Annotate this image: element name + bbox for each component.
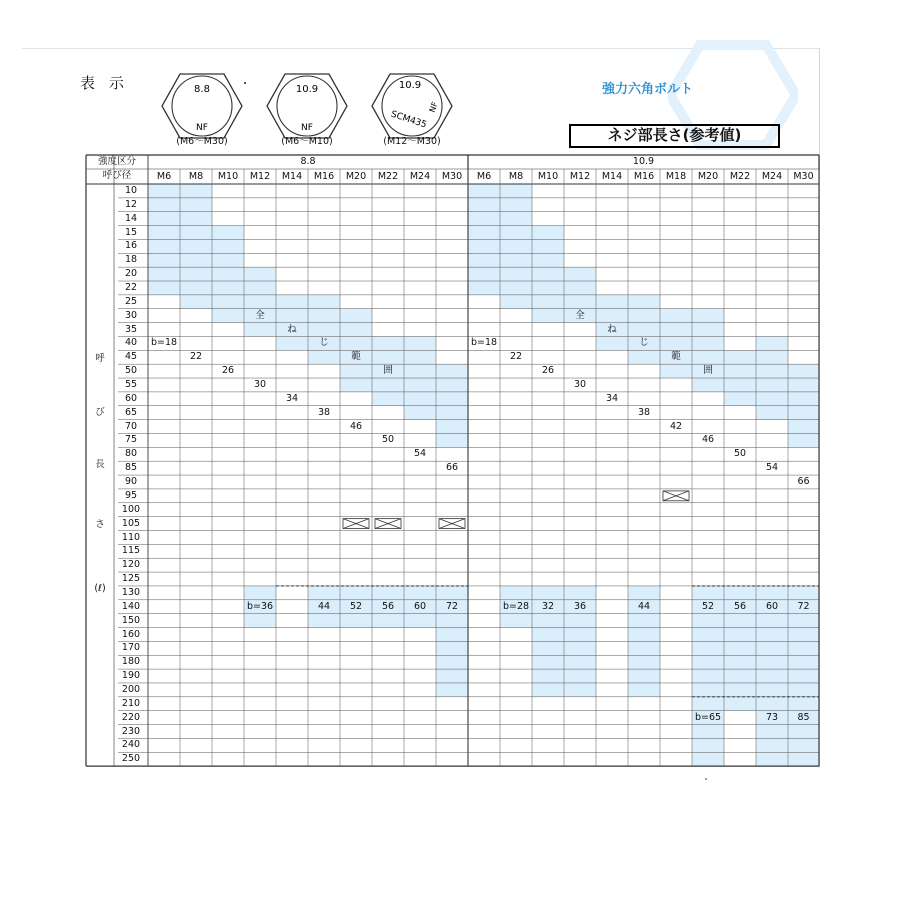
diameter-header: M30 <box>441 170 463 182</box>
length-label: 80 <box>124 448 138 460</box>
length-label: 55 <box>124 379 138 391</box>
length-label: 25 <box>124 295 138 307</box>
length-label: 30 <box>124 309 138 321</box>
diameter-header: M12 <box>249 170 271 182</box>
length-label: 95 <box>124 489 138 501</box>
diameter-header: M18 <box>665 170 687 182</box>
range-fill <box>308 295 340 364</box>
b-value: 22 <box>509 351 523 363</box>
length-label: 70 <box>124 420 138 432</box>
b-value: 34 <box>605 392 619 404</box>
bolt-range-label: (M6〜M30) <box>176 136 228 147</box>
b-value: 50 <box>733 448 747 460</box>
full-thread-label: 範 <box>351 351 361 363</box>
length-label: 115 <box>121 545 141 557</box>
length-label: 45 <box>124 351 138 363</box>
length-label: 160 <box>121 628 141 640</box>
vertical-label-char: び <box>95 407 105 418</box>
range-fill <box>628 295 660 364</box>
diameter-header: M20 <box>697 170 719 182</box>
length-label: 190 <box>121 670 141 682</box>
diameter-header: M30 <box>793 170 814 182</box>
range-fill <box>660 309 692 378</box>
length-label: 60 <box>124 392 138 404</box>
length-label: 170 <box>121 642 141 654</box>
diameter-header: M8 <box>508 170 524 182</box>
b-value-long: 72 <box>797 600 810 612</box>
diameter-header: M6 <box>156 170 172 182</box>
length-label: 12 <box>124 198 138 210</box>
range-fill <box>180 184 212 309</box>
length-label: 20 <box>124 268 138 280</box>
diameter-header: M14 <box>601 170 623 182</box>
diameter-header: M20 <box>345 170 367 182</box>
b-value: 50 <box>381 434 395 446</box>
length-label: 120 <box>121 559 141 571</box>
b-value: 34 <box>285 392 299 404</box>
length-label: 22 <box>124 282 138 294</box>
b-value: 66 <box>445 462 459 474</box>
marking-heading: 表示 <box>80 74 139 92</box>
bolt-range-label: (M6〜M10) <box>281 136 333 147</box>
length-label: 100 <box>121 503 141 515</box>
full-thread-label: 範 <box>671 351 681 363</box>
bolt-mark-bottom: NF <box>301 123 313 133</box>
range-fill <box>500 184 532 309</box>
b-value: 54 <box>765 462 779 474</box>
bolt-mark-bottom: NF <box>196 123 208 133</box>
vertical-label-char: 呼 <box>95 353 105 364</box>
b-value-long: 52 <box>701 600 715 612</box>
b-value-long: b=28 <box>502 600 530 612</box>
diameter-header: M12 <box>569 170 591 182</box>
length-label: 105 <box>121 517 141 529</box>
b-value-long: 44 <box>637 600 651 612</box>
b-value-long: 60 <box>413 600 427 612</box>
b-value: b=18 <box>470 337 498 349</box>
bolt-mark-top: 10.9 <box>295 84 319 95</box>
length-label: 90 <box>124 476 138 488</box>
b-value: 22 <box>189 351 203 363</box>
length-label: 125 <box>121 573 141 585</box>
diameter-header: M10 <box>217 170 239 182</box>
length-label: 240 <box>121 739 141 751</box>
thread-length-title: ネジ部長さ(参考値) <box>569 124 780 148</box>
grade-8-8-header: 8.8 <box>300 156 316 167</box>
b-value: 38 <box>637 406 651 418</box>
range-fill <box>212 226 244 323</box>
diameter-header: M8 <box>188 170 204 182</box>
bolt-mark-material: SCM435 <box>389 109 428 131</box>
diameter-header: M16 <box>633 170 655 182</box>
nominal-diameter-label: 呼び径 <box>102 170 132 181</box>
full-thread-label: 囲 <box>703 365 713 377</box>
diameter-header: M10 <box>537 170 559 182</box>
b-value-long: 36 <box>573 600 587 612</box>
b-value-long: 56 <box>381 600 395 612</box>
length-label: 15 <box>124 226 138 238</box>
b-value: 46 <box>349 420 363 432</box>
diameter-header: M24 <box>409 170 431 182</box>
diameter-header: M22 <box>377 170 399 182</box>
b-value-xlong: 85 <box>797 711 810 723</box>
range-fill <box>532 226 564 323</box>
vertical-label-char: 長 <box>95 459 105 470</box>
b-value-long: b=36 <box>246 600 274 612</box>
b-value: 42 <box>669 420 683 432</box>
length-label: 140 <box>121 600 141 612</box>
bolt-mark-bottom: NF <box>427 100 440 114</box>
length-label: 85 <box>124 462 138 474</box>
length-label: 220 <box>121 711 141 723</box>
grade-10-9-header: 10.9 <box>632 156 655 167</box>
length-label: 18 <box>124 254 138 266</box>
vertical-label-char: さ <box>95 519 105 530</box>
length-label: 150 <box>121 614 141 626</box>
length-label: 180 <box>121 656 141 668</box>
length-label: 200 <box>121 683 141 695</box>
length-label: 14 <box>124 212 138 224</box>
b-value-long: 32 <box>541 600 555 612</box>
b-value: 54 <box>413 448 427 460</box>
brand-title: 強力六角ボルト <box>602 82 694 97</box>
length-label: 210 <box>121 697 141 709</box>
diameter-header: M22 <box>729 170 751 182</box>
full-thread-label: じ <box>639 337 649 349</box>
b-value: 26 <box>541 365 555 377</box>
diameter-header: M24 <box>761 170 783 182</box>
bolt-range-label: (M12〜M30) <box>383 136 441 147</box>
length-label: 130 <box>121 586 141 598</box>
b-value: 26 <box>221 365 235 377</box>
vertical-label-char: (ℓ) <box>94 583 106 594</box>
length-label: 250 <box>121 753 141 765</box>
length-label: 10 <box>124 185 138 196</box>
length-label: 230 <box>121 725 141 737</box>
full-thread-label: ね <box>607 323 617 335</box>
length-label: 50 <box>124 365 138 377</box>
b-value: 66 <box>797 476 810 488</box>
stray-dot <box>705 778 707 780</box>
b-value-long: 60 <box>765 600 779 612</box>
b-value-xlong: 73 <box>765 711 779 723</box>
length-label: 16 <box>124 240 138 252</box>
b-value-xlong: b=65 <box>694 711 722 723</box>
range-fill <box>244 267 276 336</box>
strength-class-label: 強度区分 <box>97 156 136 167</box>
diameter-header: M16 <box>313 170 335 182</box>
b-value: 30 <box>573 379 587 391</box>
length-label: 75 <box>124 434 138 446</box>
length-label: 35 <box>124 323 138 335</box>
b-value: 46 <box>701 434 715 446</box>
length-label: 110 <box>121 531 141 543</box>
b-value: b=18 <box>150 337 178 349</box>
b-value: 30 <box>253 379 267 391</box>
full-thread-label: じ <box>319 337 329 349</box>
b-value-long: 52 <box>349 600 363 612</box>
full-thread-label: 囲 <box>383 365 393 377</box>
b-value: 38 <box>317 406 331 418</box>
length-label: 65 <box>124 406 138 418</box>
diameter-header: M6 <box>476 170 492 182</box>
diameter-header: M14 <box>281 170 303 182</box>
b-value-long: 56 <box>733 600 747 612</box>
b-value-long: 72 <box>445 600 459 612</box>
length-label: 40 <box>124 337 138 349</box>
b-value-long: 44 <box>317 600 331 612</box>
bolt-mark-top: 8.8 <box>194 84 210 95</box>
full-thread-label: 全 <box>575 309 585 321</box>
full-thread-label: 全 <box>255 309 265 321</box>
bolt-mark-top: 10.9 <box>398 80 422 91</box>
full-thread-label: ね <box>287 323 297 335</box>
